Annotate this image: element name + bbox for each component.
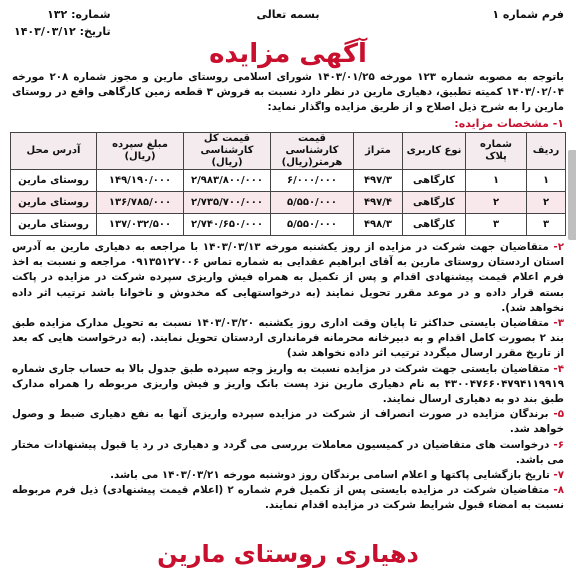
cell-usage: کارگاهی <box>403 170 466 192</box>
clause-number: ۳- <box>553 317 564 330</box>
table-row <box>11 214 566 236</box>
cell-area: ۴۹۸/۳ <box>354 214 403 236</box>
form-number: فرم شماره ۱ <box>492 8 564 21</box>
cell-plate: ۱ <box>466 170 527 192</box>
clause-text: تاریخ بازگشایی پاکتها و اعلام اسامی برندگان روز دوشنبه مورخه ۱۴۰۳/۰۳/۲۱ می باشد. <box>110 469 550 482</box>
cell-unit-price: ۶/۰۰۰/۰۰۰ <box>271 170 354 192</box>
clause-number: ۲- <box>553 241 564 253</box>
bismillah: بسمه تعالی <box>256 8 320 21</box>
clause-item <box>12 438 564 468</box>
intro-paragraph: باتوجه به مصوبه شماره ۱۲۳ مورخه ۱۴۰۳/۰۱/۲۵ شورای اسلامی روستای مارین و مجوز شماره ۲۰۸ مورخه ۱۴۰۳/۰۲/۰۴ کمیته تطبیق، دهیاری مارین در نظر دارد نسبت به فروش ۳ قطعه زمین کارگاهی واقع در روستای مارین را به شرح ذیل اصلاح و از طریق مزایده واگذار نماید: <box>12 71 564 113</box>
issuer-signature: دهیاری روستای مارین <box>157 540 419 568</box>
header <box>10 6 566 36</box>
col-total-price: قیمت کل کارشناسی (ریال) <box>184 133 271 170</box>
table-row <box>11 192 566 214</box>
col-deposit: مبلغ سپرده (ریال) <box>97 133 184 170</box>
clause-number: ۴- <box>553 362 564 375</box>
col-row: ردیف <box>527 133 566 170</box>
clause-number: ۷- <box>553 469 564 482</box>
page-title: آگهی مزایده <box>209 39 367 69</box>
clauses-list <box>12 240 564 514</box>
clause-number: ۵- <box>553 408 564 421</box>
table-header-row <box>11 133 566 170</box>
cell-usage: کارگاهی <box>403 192 466 214</box>
cell-deposit: ۱۴۹/۱۹۰/۰۰۰ <box>97 170 184 192</box>
clause-number: ۸- <box>553 484 564 497</box>
doc-number: شماره: ۱۳۲ <box>47 8 111 21</box>
cell-total-price: ۲/۷۴۰/۶۵۰/۰۰۰ <box>184 214 271 236</box>
clause-item <box>12 362 564 408</box>
cell-plate: ۳ <box>466 214 527 236</box>
cell-plate: ۲ <box>466 192 527 214</box>
clause-text: متقاضیان بایستی جهت شرکت در مزایده نسبت به واریز وجه سپرده طبق جدول بالا به حساب جاری شماره ۴۳۰۰۴۷۶۶۰۴۷۹۴۱۱۹۹۱۹ به نام دهیاری مارین نزد پست بانک واریز و فیش واریزی مربوطه را همراه مدارک طبق بند دو به دهیاری ارسال نمایند. <box>12 362 564 406</box>
cell-unit-price: ۵/۵۵۰/۰۰۰ <box>271 192 354 214</box>
cell-area: ۴۹۷/۳ <box>354 170 403 192</box>
cell-deposit: ۱۳۶/۷۸۵/۰۰۰ <box>97 192 184 214</box>
doc-meta <box>14 6 111 40</box>
cell-total-price: ۲/۷۳۵/۷۰۰/۰۰۰ <box>184 192 271 214</box>
edge-tab-mark <box>568 150 576 240</box>
clause-item <box>12 483 564 513</box>
clause-item <box>12 240 564 316</box>
cell-row: ۲ <box>527 192 566 214</box>
clause-text: درخواست های متقاضیان در کمیسیون معاملات بررسی می گردد و دهیاری در رد یا قبول پیشنهادات مختار می باشد. <box>12 438 564 466</box>
doc-date: تاریخ: ۱۴۰۳/۰۳/۱۲ <box>14 25 111 38</box>
col-area: متراژ <box>354 133 403 170</box>
section-heading: ۱- مشخصات مزایده: <box>454 117 564 130</box>
cell-address: روستای مارین <box>11 214 97 236</box>
cell-deposit: ۱۳۷/۰۳۲/۵۰۰ <box>97 214 184 236</box>
col-plate: شماره پلاک <box>466 133 527 170</box>
clause-number: ۶- <box>553 438 564 451</box>
clause-item <box>12 407 564 437</box>
table-row <box>11 170 566 192</box>
clause-text: متقاضیان بایستی حداکثر تا پایان وقت اداری روز یکشنبه ۱۴۰۳/۰۳/۲۰ نسبت به تحویل مدارک مزایده طبق بند ۲ بصورت کامل اقدام و به دبیرخانه محرمانه فرمانداری اردستان تحویل نمایند. (به درخواست هایی که بعد از تاریخ مقرر ارسال میگردد ترتیب اثر داده نخواهد شد) <box>12 317 564 360</box>
col-usage: نوع کاربری <box>403 133 466 170</box>
cell-area: ۴۹۷/۴ <box>354 192 403 214</box>
clause-text: متقاضیان شرکت در مزایده بایستی پس از تکمیل فرم شماره ۲ (اعلام قیمت پیشنهادی) ذیل فرم مربوطه نسبت به امضاء قبول شرایط شرکت در مزایده اقدام نمایند. <box>12 484 564 512</box>
auction-specs-table <box>10 132 566 236</box>
clause-item <box>12 316 564 362</box>
clause-text: برندگان مزایده در صورت انصراف از شرکت در مزایده سپرده واریزی آنها به نفع دهیاری ضبط و وصول خواهد شد. <box>12 408 564 436</box>
cell-row: ۳ <box>527 214 566 236</box>
clause-item <box>12 468 564 483</box>
cell-address: روستای مارین <box>11 192 97 214</box>
col-unit-price: قیمت کارشناسی هرمتر(ریال) <box>271 133 354 170</box>
cell-row: ۱ <box>527 170 566 192</box>
cell-total-price: ۲/۹۸۳/۸۰۰/۰۰۰ <box>184 170 271 192</box>
clause-text: متقاضیان جهت شرکت در مزایده از روز یکشنبه مورخه ۱۴۰۳/۰۳/۱۳ با مراجعه به دهیاری مارین به آدرس استان اردستان روستای مارین به آقای ابراهیم عقدایی به شماره تماس ۰۹۱۳۵۱۲۷۰۰۶ مراجعه و نسبت به اخذ فرم اعلام قیمت پیشنهادی اقدام و پس از تکمیل به همراه فیش واریزی سپرده شرکت در مزایده در پاکت بسته قرار داده و در موعد مقرر تحویل نمایند (به درخواستهایی که مخدوش و ناخوانا باشد ترتیب اثر داده نخواهد شد). <box>12 241 564 314</box>
col-address: آدرس محل <box>11 133 97 170</box>
cell-unit-price: ۵/۵۵۰/۰۰۰ <box>271 214 354 236</box>
cell-usage: کارگاهی <box>403 214 466 236</box>
cell-address: روستای مارین <box>11 170 97 192</box>
